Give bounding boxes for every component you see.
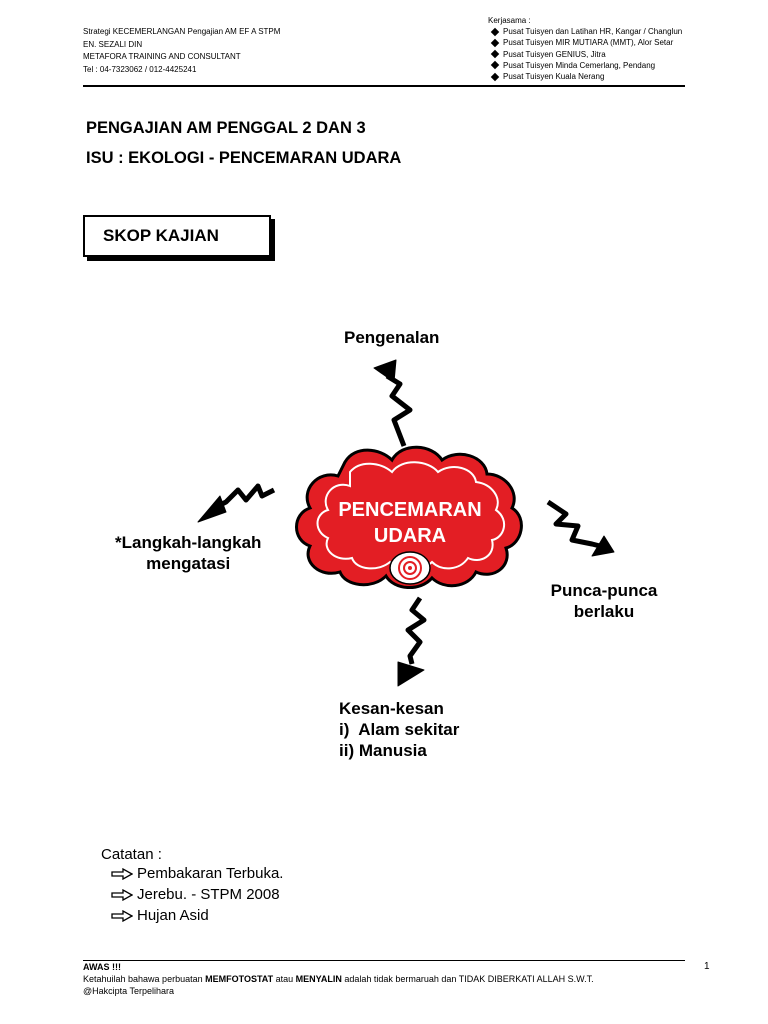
node-kesan	[339, 698, 459, 761]
node-kesan-line2: i) Alam sekitar	[339, 720, 460, 739]
arrow-to-kesan	[398, 598, 424, 686]
header-left-line: Strategi KECEMERLANGAN Pengajian AM EF A STPM	[83, 27, 281, 36]
footer-copyright: @Hakcipta Terpelihara	[83, 986, 175, 996]
node-punca	[543, 580, 665, 622]
page-number: 1	[704, 961, 710, 972]
partner-label: Pusat Tuisyen Minda Cemerlang, Pendang	[503, 60, 656, 70]
footer-rule	[83, 960, 685, 961]
node-langkah-line1: *Langkah-langkah	[115, 533, 262, 552]
footer-text-part: adalah tidak bermaruah dan TIDAK DIBERKATI ALLAH S.W.T.	[341, 974, 594, 984]
node-punca-line2: berlaku	[573, 602, 635, 621]
footer-text-bold: MENYALIN	[295, 974, 342, 984]
header-left-line: Tel : 04-7323062 / 012-4425241	[83, 64, 197, 74]
header-right-title: Kerjasama :	[488, 16, 531, 25]
arrow-to-langkah	[198, 486, 274, 522]
note-label: Pembakaran Terbuka.	[137, 865, 284, 882]
node-kesan-line1: Kesan-kesan	[339, 699, 444, 718]
center-label-line2: UDARA	[373, 525, 447, 547]
footer-text-part: atau	[273, 974, 296, 984]
center-label-line1: PENCEMARAN	[338, 499, 482, 521]
hollow-arrow-icon	[111, 889, 133, 901]
note-item	[111, 865, 283, 882]
hollow-arrow-icon	[111, 910, 133, 922]
arrow-to-punca	[548, 502, 614, 556]
partner-label: Pusat Tuisyen MIR MUTIARA (MMT), Alor Setar	[503, 38, 674, 48]
footer-warning-text	[83, 974, 594, 985]
note-item	[111, 907, 209, 924]
note-label: Jerebu. - STPM 2008	[137, 886, 280, 903]
note-item	[111, 886, 280, 903]
partner-label: Pusat Tuisyen Kuala Nerang	[503, 72, 605, 82]
footer-warning-title: AWAS !!!	[83, 962, 121, 972]
node-langkah	[115, 532, 261, 574]
header-left-line: METAFORA TRAINING AND CONSULTANT	[83, 52, 241, 61]
arrow-to-pengenalan	[374, 360, 410, 446]
node-punca-line1: Punca-punca	[550, 581, 658, 600]
footer-text-part: Ketahuilah bahawa perbuatan	[83, 974, 206, 984]
page-title: PENGAJIAN AM PENGGAL 2 DAN 3	[86, 119, 366, 137]
target-icon	[390, 552, 430, 584]
node-langkah-line2: mengatasi	[146, 554, 231, 573]
page-subtitle: ISU : EKOLOGI - PENCEMARAN UDARA	[86, 149, 402, 167]
header-left-line: EN. SEZALI DIN	[83, 39, 143, 49]
node-kesan-line3: ii) Manusia	[339, 741, 427, 760]
partner-label: Pusat Tuisyen GENIUS, Jitra	[503, 49, 606, 59]
node-pengenalan: Pengenalan	[344, 328, 440, 347]
partner-label: Pusat Tuisyen dan Latihan HR, Kangar / Changlun	[503, 27, 683, 37]
note-label: Hujan Asid	[137, 907, 209, 924]
skop-kajian-label: SKOP KAJIAN	[103, 226, 219, 245]
footer-text-bold: MEMFOTOSTAT	[205, 974, 274, 984]
hollow-arrow-icon	[111, 868, 133, 880]
center-label	[322, 497, 498, 549]
notes-title: Catatan :	[101, 846, 162, 863]
